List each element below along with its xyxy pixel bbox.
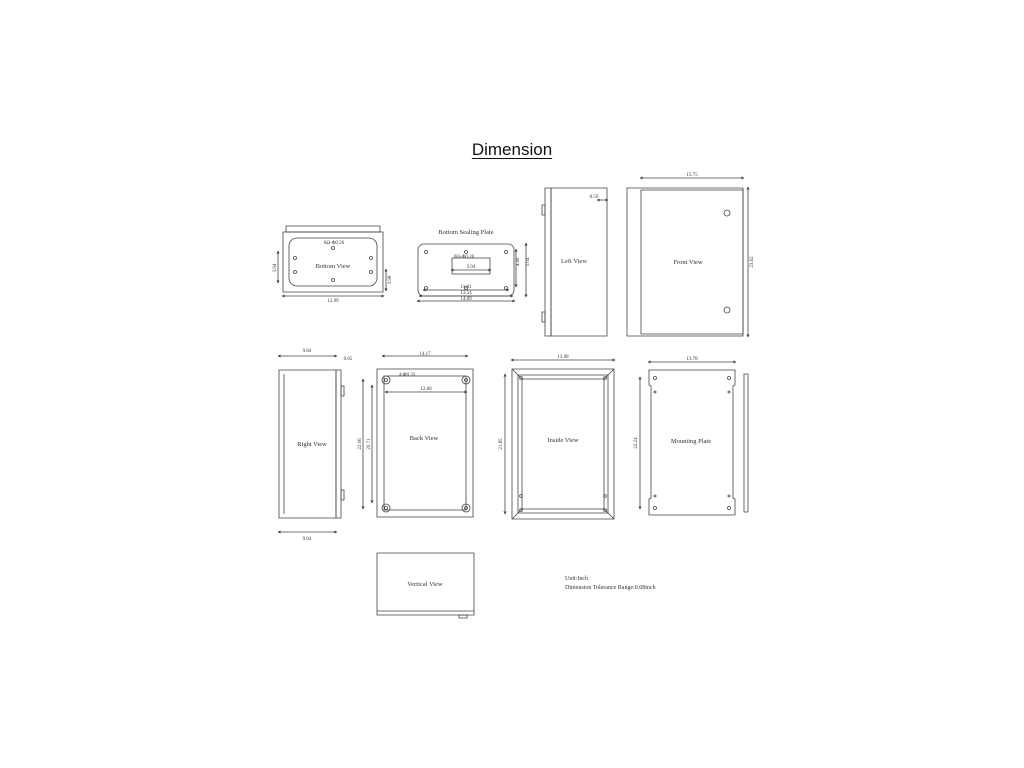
mounting-plate-hole xyxy=(728,377,731,380)
mounting-plate-height-label: 22.24 xyxy=(634,437,639,449)
sealing-plate-hole xyxy=(465,251,468,254)
page-title: Dimension xyxy=(471,140,553,159)
inside-view-corner xyxy=(512,509,522,519)
left-view-hinge xyxy=(542,312,545,322)
inside-view-cavity xyxy=(522,379,604,509)
bottom-view-depth-label: 3.98 xyxy=(388,275,393,285)
sealing-plate-h2-label: 5.04 xyxy=(526,257,531,267)
mounting-plate-width-label: 13.78 xyxy=(686,357,698,362)
bottom-view-hole xyxy=(370,257,373,260)
back-view-inner-width-label: 12.60 xyxy=(420,387,432,392)
right-view-label: Right View xyxy=(297,441,327,448)
front-view-height-label: 23.62 xyxy=(750,256,755,268)
bottom-view-hole xyxy=(294,257,297,260)
inside-view-body xyxy=(512,369,614,519)
bottom-view-width-label: 12.99 xyxy=(327,299,339,304)
sealing-plate-h1-label: 4.49 xyxy=(516,257,521,267)
back-view-mount-hole-core xyxy=(385,379,388,382)
inside-view-height-label: 21.85 xyxy=(499,438,504,450)
right-view-hinge xyxy=(341,386,344,396)
bottom-view-hole xyxy=(332,247,335,250)
inside-view-corner xyxy=(604,509,614,519)
bottom-view xyxy=(278,226,386,296)
left-view-hinge xyxy=(542,205,545,215)
bottom-view-holes-label: 6Ω-Φ0.26 xyxy=(323,241,345,246)
mounting-plate-hole xyxy=(728,507,731,510)
inside-view-corner xyxy=(512,369,522,379)
right-view-bottom-label: 9.04 xyxy=(302,537,312,542)
left-view-label: Left View xyxy=(560,258,588,265)
right-view-top-label: 9.84 xyxy=(302,349,312,354)
bottom-view-hole xyxy=(294,271,297,274)
back-view-label: Back View xyxy=(409,435,439,442)
sealing-plate-inner-label: 3.94 xyxy=(466,265,476,270)
bottom-sealing-plate xyxy=(418,244,526,301)
sealing-plate-holes-label: 6Ω-Φ0.26 xyxy=(453,255,475,260)
bottom-view-label: Bottom View xyxy=(315,263,351,270)
sealing-plate-d2-label: 13.54 xyxy=(460,291,472,296)
front-view-width-label: 15.75 xyxy=(686,173,698,178)
inside-view-label: Inside View xyxy=(547,437,579,444)
vertical-view-label: Vertical View xyxy=(407,581,443,588)
tolerance-note: Dimension Tolerance Range:0.08inch xyxy=(565,585,656,591)
sealing-plate-hole xyxy=(505,251,508,254)
inside-view-frame xyxy=(518,375,608,513)
sealing-plate-hole xyxy=(425,287,428,290)
mounting-plate-hole xyxy=(654,391,656,393)
back-view-mount-hole xyxy=(382,376,390,384)
inside-view-width-label: 13.98 xyxy=(557,355,569,360)
mounting-plate-hole xyxy=(654,377,657,380)
mounting-plate-hole xyxy=(654,495,656,497)
right-view-door-edge xyxy=(336,370,341,518)
inside-view-corner xyxy=(604,369,614,379)
mounting-plate-hole xyxy=(728,495,730,497)
back-view-inner xyxy=(384,376,466,510)
back-view-holes-label: 4-Φ0.33 xyxy=(398,373,416,378)
left-view-depth-label: 0.59 xyxy=(589,195,599,200)
right-view-lip-label: 0.65 xyxy=(343,357,353,362)
mounting-plate-label: Mounting Plate xyxy=(670,438,712,445)
bottom-view-hole xyxy=(332,279,335,282)
back-view-mount-hole-core xyxy=(385,507,388,510)
back-view-inner-height-label: 20.71 xyxy=(367,438,372,450)
front-view-lock xyxy=(724,307,730,313)
bottom-view-lip xyxy=(286,226,380,232)
left-view-door-edge xyxy=(545,188,551,336)
sealing-plate-hole xyxy=(425,251,428,254)
back-view-mount-hole xyxy=(382,504,390,512)
right-view-hinge xyxy=(341,490,344,500)
front-view-label: Front View xyxy=(673,259,703,266)
mounting-plate-hole xyxy=(728,391,730,393)
mounting-plate-hole xyxy=(654,507,657,510)
front-view xyxy=(627,178,748,336)
back-view-height-label: 22.06 xyxy=(358,438,363,450)
bottom-view-hole xyxy=(370,271,373,274)
back-view-width-label: 14.17 xyxy=(419,352,431,357)
sealing-plate-hole xyxy=(505,287,508,290)
mounting-plate-side xyxy=(744,374,748,512)
sealing-plate-d1-label: 11.81 xyxy=(460,285,472,290)
bottom-view-height-label: 3.94 xyxy=(273,263,278,273)
unit-note: Unit:Inch xyxy=(565,576,588,582)
sealing-plate-label: Bottom Sealing Plate xyxy=(438,229,494,236)
vertical-view-tab xyxy=(459,615,467,618)
sealing-plate-d3-label: 14.09 xyxy=(460,297,472,302)
front-view-lock xyxy=(724,210,730,216)
